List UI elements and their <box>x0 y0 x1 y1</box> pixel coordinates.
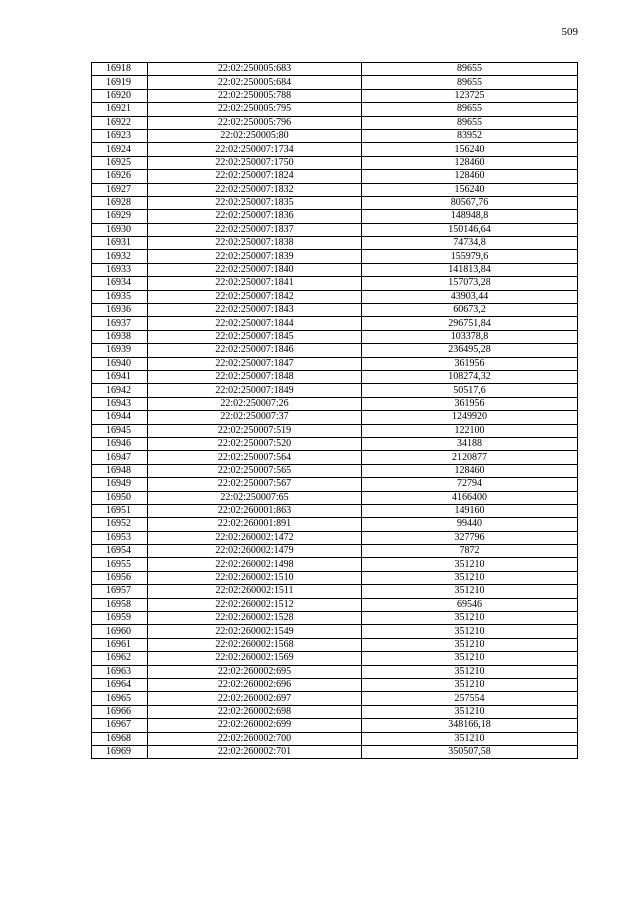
cadastral-value-cell: 4166400 <box>362 491 578 504</box>
row-number-cell: 16940 <box>92 357 148 370</box>
row-number-cell: 16937 <box>92 317 148 330</box>
row-number-cell: 16942 <box>92 384 148 397</box>
cadastral-value-cell: 351210 <box>362 705 578 718</box>
row-number-cell: 16924 <box>92 143 148 156</box>
row-number-cell: 16945 <box>92 424 148 437</box>
cadastral-number-cell: 22:02:260002:701 <box>148 745 362 758</box>
cadastral-value-cell: 155979,6 <box>362 250 578 263</box>
cadastral-number-cell: 22:02:250007:564 <box>148 451 362 464</box>
cadastral-value-cell: 99440 <box>362 518 578 531</box>
row-number-cell: 16951 <box>92 504 148 517</box>
cadastral-number-cell: 22:02:260002:1498 <box>148 558 362 571</box>
table-row <box>92 451 578 464</box>
row-number-cell: 16920 <box>92 89 148 102</box>
cadastral-number-cell: 22:02:250007:1843 <box>148 304 362 317</box>
table-row <box>92 357 578 370</box>
table-row <box>92 223 578 236</box>
cadastral-number-cell: 22:02:250007:1835 <box>148 196 362 209</box>
table-row <box>92 464 578 477</box>
row-number-cell: 16932 <box>92 250 148 263</box>
row-number-cell: 16955 <box>92 558 148 571</box>
cadastral-number-cell: 22:02:250007:1844 <box>148 317 362 330</box>
cadastral-number-cell: 22:02:250007:37 <box>148 411 362 424</box>
table-row <box>92 76 578 89</box>
row-number-cell: 16952 <box>92 518 148 531</box>
row-number-cell: 16948 <box>92 464 148 477</box>
cadastral-value-cell: 351210 <box>362 638 578 651</box>
cadastral-value-cell: 351210 <box>362 585 578 598</box>
row-number-cell: 16925 <box>92 156 148 169</box>
cadastral-number-cell: 22:02:250005:683 <box>148 63 362 76</box>
cadastral-number-cell: 22:02:250007:1849 <box>148 384 362 397</box>
table-row <box>92 424 578 437</box>
row-number-cell: 16950 <box>92 491 148 504</box>
table-row <box>92 732 578 745</box>
cadastral-number-cell: 22:02:250007:1847 <box>148 357 362 370</box>
cadastral-value-cell: 141813,84 <box>362 263 578 276</box>
cadastral-number-cell: 22:02:250005:788 <box>148 89 362 102</box>
cadastral-value-cell: 69546 <box>362 598 578 611</box>
cadastral-number-cell: 22:02:260002:696 <box>148 678 362 691</box>
cadastral-value-cell: 351210 <box>362 678 578 691</box>
table-row <box>92 384 578 397</box>
row-number-cell: 16938 <box>92 330 148 343</box>
cadastral-value-cell: 103378,8 <box>362 330 578 343</box>
row-number-cell: 16935 <box>92 290 148 303</box>
table-row <box>92 63 578 76</box>
cadastral-number-cell: 22:02:260002:700 <box>148 732 362 745</box>
cadastral-value-cell: 156240 <box>362 183 578 196</box>
cadastral-number-cell: 22:02:250007:1750 <box>148 156 362 169</box>
table-row <box>92 370 578 383</box>
table-row <box>92 344 578 357</box>
cadastral-number-cell: 22:02:250007:1837 <box>148 223 362 236</box>
table-row <box>92 196 578 209</box>
cadastral-number-cell: 22:02:250005:796 <box>148 116 362 129</box>
row-number-cell: 16960 <box>92 625 148 638</box>
row-number-cell: 16962 <box>92 652 148 665</box>
cadastral-number-cell: 22:02:260001:891 <box>148 518 362 531</box>
cadastral-value-cell: 89655 <box>362 103 578 116</box>
cadastral-number-cell: 22:02:260002:1568 <box>148 638 362 651</box>
table-row <box>92 397 578 410</box>
row-number-cell: 16926 <box>92 170 148 183</box>
row-number-cell: 16927 <box>92 183 148 196</box>
cadastral-value-cell: 128460 <box>362 156 578 169</box>
cadastral-value-cell: 351210 <box>362 612 578 625</box>
cadastral-value-cell: 351210 <box>362 652 578 665</box>
row-number-cell: 16965 <box>92 692 148 705</box>
cadastral-number-cell: 22:02:260002:695 <box>148 665 362 678</box>
cadastral-value-cell: 350507,58 <box>362 745 578 758</box>
row-number-cell: 16963 <box>92 665 148 678</box>
cadastral-number-cell: 22:02:250007:1839 <box>148 250 362 263</box>
cadastral-value-cell: 60673,2 <box>362 304 578 317</box>
table-row <box>92 571 578 584</box>
cadastral-value-cell: 1249920 <box>362 411 578 424</box>
cadastral-number-cell: 22:02:250007:1840 <box>148 263 362 276</box>
row-number-cell: 16949 <box>92 478 148 491</box>
cadastral-value-cell: 156240 <box>362 143 578 156</box>
row-number-cell: 16922 <box>92 116 148 129</box>
cadastral-value-cell: 74734,8 <box>362 237 578 250</box>
cadastral-value-cell: 150146,64 <box>362 223 578 236</box>
cadastral-value-cell: 149160 <box>362 504 578 517</box>
cadastral-number-cell: 22:02:250007:26 <box>148 397 362 410</box>
cadastral-value-cell: 108274,32 <box>362 370 578 383</box>
table-row <box>92 705 578 718</box>
cadastral-number-cell: 22:02:260002:1528 <box>148 612 362 625</box>
cadastral-number-cell: 22:02:250007:1824 <box>148 170 362 183</box>
row-number-cell: 16957 <box>92 585 148 598</box>
cadastral-value-cell: 157073,28 <box>362 277 578 290</box>
row-number-cell: 16943 <box>92 397 148 410</box>
page-number: 509 <box>561 26 578 38</box>
cadastral-value-cell: 351210 <box>362 732 578 745</box>
row-number-cell: 16941 <box>92 370 148 383</box>
cadastral-number-cell: 22:02:250005:684 <box>148 76 362 89</box>
row-number-cell: 16953 <box>92 531 148 544</box>
table-row <box>92 210 578 223</box>
cadastral-number-cell: 22:02:260002:699 <box>148 719 362 732</box>
cadastral-value-cell: 128460 <box>362 170 578 183</box>
cadastral-value-cell: 72794 <box>362 478 578 491</box>
cadastral-number-cell: 22:02:250007:1846 <box>148 344 362 357</box>
table-row <box>92 317 578 330</box>
table-row <box>92 612 578 625</box>
cadastral-value-cell: 122100 <box>362 424 578 437</box>
cadastral-number-cell: 22:02:260001:863 <box>148 504 362 517</box>
table-row <box>92 598 578 611</box>
row-number-cell: 16944 <box>92 411 148 424</box>
cadastral-number-cell: 22:02:260002:1510 <box>148 571 362 584</box>
cadastral-number-cell: 22:02:260002:1512 <box>148 598 362 611</box>
cadastral-value-cell: 361956 <box>362 357 578 370</box>
cadastral-number-cell: 22:02:260002:698 <box>148 705 362 718</box>
cadastral-value-table <box>91 62 578 759</box>
table-row <box>92 183 578 196</box>
cadastral-value-cell: 148948,8 <box>362 210 578 223</box>
row-number-cell: 16958 <box>92 598 148 611</box>
row-number-cell: 16918 <box>92 63 148 76</box>
cadastral-number-cell: 22:02:250007:1836 <box>148 210 362 223</box>
row-number-cell: 16961 <box>92 638 148 651</box>
table-row <box>92 103 578 116</box>
cadastral-number-cell: 22:02:260002:697 <box>148 692 362 705</box>
cadastral-number-cell: 22:02:250005:80 <box>148 129 362 142</box>
table-row <box>92 143 578 156</box>
row-number-cell: 16954 <box>92 545 148 558</box>
row-number-cell: 16969 <box>92 745 148 758</box>
row-number-cell: 16964 <box>92 678 148 691</box>
table-row <box>92 478 578 491</box>
table-row <box>92 678 578 691</box>
table-row <box>92 330 578 343</box>
row-number-cell: 16947 <box>92 451 148 464</box>
cadastral-number-cell: 22:02:250007:1734 <box>148 143 362 156</box>
cadastral-value-cell: 327796 <box>362 531 578 544</box>
cadastral-value-cell: 351210 <box>362 558 578 571</box>
row-number-cell: 16931 <box>92 237 148 250</box>
row-number-cell: 16956 <box>92 571 148 584</box>
cadastral-value-cell: 89655 <box>362 63 578 76</box>
cadastral-value-cell: 361956 <box>362 397 578 410</box>
cadastral-number-cell: 22:02:250007:567 <box>148 478 362 491</box>
table-row <box>92 116 578 129</box>
cadastral-number-cell: 22:02:250007:1838 <box>148 237 362 250</box>
table-row <box>92 745 578 758</box>
table-row <box>92 263 578 276</box>
table-row <box>92 156 578 169</box>
cadastral-value-cell: 128460 <box>362 464 578 477</box>
cadastral-value-cell: 236495,28 <box>362 344 578 357</box>
table-row <box>92 665 578 678</box>
row-number-cell: 16967 <box>92 719 148 732</box>
table-row <box>92 411 578 424</box>
cadastral-number-cell: 22:02:250007:1842 <box>148 290 362 303</box>
cadastral-value-cell: 351210 <box>362 625 578 638</box>
table-row <box>92 652 578 665</box>
table-row <box>92 692 578 705</box>
table-row <box>92 237 578 250</box>
table-row <box>92 437 578 450</box>
cadastral-value-cell: 7872 <box>362 545 578 558</box>
table-row <box>92 277 578 290</box>
table-row <box>92 531 578 544</box>
row-number-cell: 16933 <box>92 263 148 276</box>
cadastral-value-cell: 351210 <box>362 571 578 584</box>
cadastral-number-cell: 22:02:260002:1511 <box>148 585 362 598</box>
cadastral-value-cell: 123725 <box>362 89 578 102</box>
cadastral-number-cell: 22:02:260002:1479 <box>148 545 362 558</box>
row-number-cell: 16928 <box>92 196 148 209</box>
table-row <box>92 545 578 558</box>
cadastral-value-cell: 257554 <box>362 692 578 705</box>
table-row <box>92 504 578 517</box>
table-row <box>92 304 578 317</box>
cadastral-value-cell: 348166,18 <box>362 719 578 732</box>
cadastral-value-cell: 83952 <box>362 129 578 142</box>
cadastral-value-cell: 34188 <box>362 437 578 450</box>
cadastral-value-cell: 89655 <box>362 116 578 129</box>
cadastral-number-cell: 22:02:250007:519 <box>148 424 362 437</box>
table-row <box>92 625 578 638</box>
row-number-cell: 16930 <box>92 223 148 236</box>
row-number-cell: 16968 <box>92 732 148 745</box>
cadastral-number-cell: 22:02:250007:65 <box>148 491 362 504</box>
cadastral-number-cell: 22:02:260002:1569 <box>148 652 362 665</box>
table-row <box>92 491 578 504</box>
table-row <box>92 290 578 303</box>
cadastral-number-cell: 22:02:250005:795 <box>148 103 362 116</box>
cadastral-value-cell: 43903,44 <box>362 290 578 303</box>
cadastral-value-cell: 50517,6 <box>362 384 578 397</box>
row-number-cell: 16921 <box>92 103 148 116</box>
cadastral-number-cell: 22:02:250007:1832 <box>148 183 362 196</box>
cadastral-value-cell: 80567,76 <box>362 196 578 209</box>
cadastral-value-cell: 296751,84 <box>362 317 578 330</box>
cadastral-number-cell: 22:02:250007:1848 <box>148 370 362 383</box>
table-row <box>92 558 578 571</box>
cadastral-number-cell: 22:02:250007:565 <box>148 464 362 477</box>
cadastral-value-cell: 2120877 <box>362 451 578 464</box>
cadastral-value-cell: 89655 <box>362 76 578 89</box>
cadastral-number-cell: 22:02:260002:1472 <box>148 531 362 544</box>
table-row <box>92 89 578 102</box>
table-row <box>92 638 578 651</box>
row-number-cell: 16966 <box>92 705 148 718</box>
cadastral-number-cell: 22:02:260002:1549 <box>148 625 362 638</box>
table-row <box>92 129 578 142</box>
cadastral-number-cell: 22:02:250007:1845 <box>148 330 362 343</box>
row-number-cell: 16934 <box>92 277 148 290</box>
row-number-cell: 16929 <box>92 210 148 223</box>
table-row <box>92 170 578 183</box>
row-number-cell: 16946 <box>92 437 148 450</box>
table-row <box>92 719 578 732</box>
table-row <box>92 518 578 531</box>
cadastral-number-cell: 22:02:250007:1841 <box>148 277 362 290</box>
row-number-cell: 16936 <box>92 304 148 317</box>
table-row <box>92 585 578 598</box>
table-row <box>92 250 578 263</box>
cadastral-number-cell: 22:02:250007:520 <box>148 437 362 450</box>
row-number-cell: 16919 <box>92 76 148 89</box>
row-number-cell: 16959 <box>92 612 148 625</box>
row-number-cell: 16923 <box>92 129 148 142</box>
row-number-cell: 16939 <box>92 344 148 357</box>
cadastral-value-cell: 351210 <box>362 665 578 678</box>
table-body <box>92 63 578 759</box>
